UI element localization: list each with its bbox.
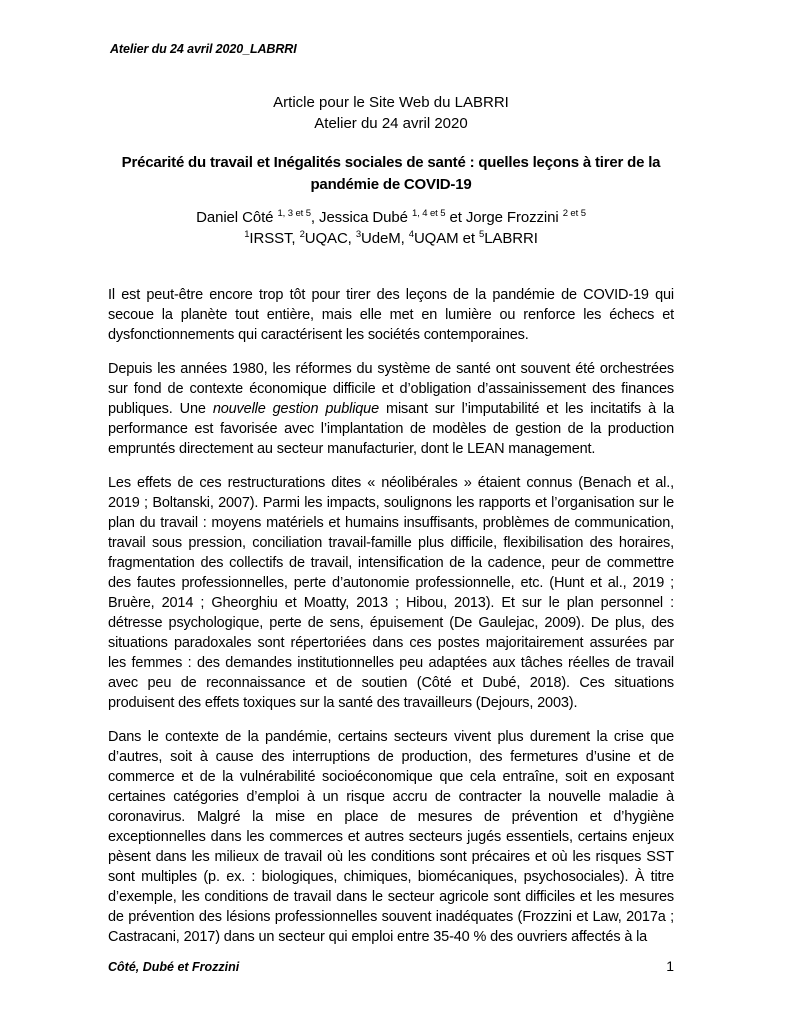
page-footer: [108, 958, 674, 974]
authors-line: [108, 207, 674, 228]
document-content: [108, 92, 674, 961]
paragraph-2-text: misant sur l’imputabilité et les incitatifs à la performance est favorisée avec l’implantation de modèles de gestion de la production empruntés directement au secteur manufacturier, dont le LEAN management.: [108, 401, 675, 457]
affiliation-name: UQAC,: [304, 230, 356, 247]
affiliation-superscript: 2: [299, 229, 305, 240]
author-name: Daniel Côté: [196, 209, 278, 226]
heading-line-1: Article pour le Site Web du LABRRI: [273, 94, 509, 111]
footer-authors: Côté, Dubé et Frozzini: [108, 960, 240, 974]
paragraph-4: Dans le contexte de la pandémie, certains secteurs vivent plus durement la crise que d’autres, soit à cause des interruptions de production, des fermetures d’usine et de commerce et de la vulnérabilité socioéconomique que cela entraîne, soit en exposant certaines catégories d’emploi à un risque accru de contracter la nouvelle maladie à coronavirus. Malgré la mise en place de mesures de prévention et d’hygiène exceptionnelles dans les commerces et autres secteurs jugés essentiels, certains enjeux pèsent dans les milieux de travail où les conditions sont précaires et où les risques SST sont multiples (p. ex. : biologiques, chimiques, biomécaniques, psychosociales). À titre d’exemple, les conditions de travail dans le secteur agricole sont difficiles et les mesures de prévention des lésions professionnelles souvent inadéquates (Frozzini et Law, 2017a ; Castracani, 2017) dans un secteur qui emploi entre 35-40 % des ouvriers affectés à la: [108, 729, 674, 945]
running-header: Atelier du 24 avril 2020_LABRRI: [110, 42, 297, 56]
article-title: Précarité du travail et Inégalités sociales de santé : quelles leçons à tirer de la pandémie de COVID-19: [121, 154, 661, 193]
author-name: , Jessica Dubé: [310, 209, 412, 226]
paragraph-2-text: Depuis les années 1980, les réformes du système de santé ont souvent été orchestrées sur fond de contexte économique difficile et d’obligation d’assainissement des finances publiques. Une: [108, 361, 674, 417]
page-number: 1: [666, 958, 674, 974]
author-superscript: 1, 3 et 5: [277, 208, 311, 219]
heading-line-2: Atelier du 24 avril 2020: [314, 115, 468, 132]
affiliation-superscript: 5: [479, 229, 485, 240]
paragraph-1: Il est peut-être encore trop tôt pour tirer des leçons de la pandémie de COVID-19 qui secoue la planète tout entière, mais elle met en lumière ou renforce les échecs et dysfonctionnements qui caractérisent les sociétés contemporaines.: [108, 287, 674, 343]
affiliation-name: UdeM,: [361, 230, 409, 247]
affiliation-name: IRSST,: [249, 230, 300, 247]
affiliation-superscript: 1: [244, 229, 250, 240]
paragraph-3: Les effets de ces restructurations dites « néolibérales » étaient connus (Benach et al., 2019 ; Boltanski, 2007). Parmi les impacts, soulignons les rapports et l’organisation sur le plan du travail : moyens matériels et humains insuffisants, problèmes de communication, travail sous pression, conciliation travail-famille plus difficile, flexibilisation des horaires, fragmentation des collectifs de travail, intensification de la cadence, peur de commettre des fautes professionnelles, perte d’autonomie professionnelle, etc. (Hunt et al., 2019 ; Bruère, 2014 ; Gheorghiu et Moatty, 2013 ; Hibou, 2013). Et sur le plan personnel : détresse psychologique, perte de sens, épuisement (De Gaulejac, 2009). De plus, des situations paradoxales sont répertoriées dans ces postes majoritairement assurées par les femmes : des demandes institutionnelles peu adaptées aux tâches réelles de travail avec peu de reconnaissance et de soutien (Côté et Dubé, 2018). Ces situations produisent des effets toxiques sur la santé des travailleurs (Dejours, 2003).: [108, 475, 674, 711]
author-superscript: 2 et 5: [562, 208, 586, 219]
author-superscript: 1, 4 et 5: [411, 208, 446, 219]
affiliation-superscript: 4: [408, 229, 414, 240]
paragraph-2: [108, 359, 674, 459]
paragraph-2-italic-phrase: nouvelle gestion publique: [212, 401, 380, 417]
affiliation-name: UQAM et: [413, 230, 479, 247]
affiliations-line: [108, 228, 674, 249]
author-name: et Jorge Frozzini: [445, 209, 563, 226]
affiliation-superscript: 3: [355, 229, 362, 240]
affiliation-name: LABRRI: [484, 230, 538, 247]
